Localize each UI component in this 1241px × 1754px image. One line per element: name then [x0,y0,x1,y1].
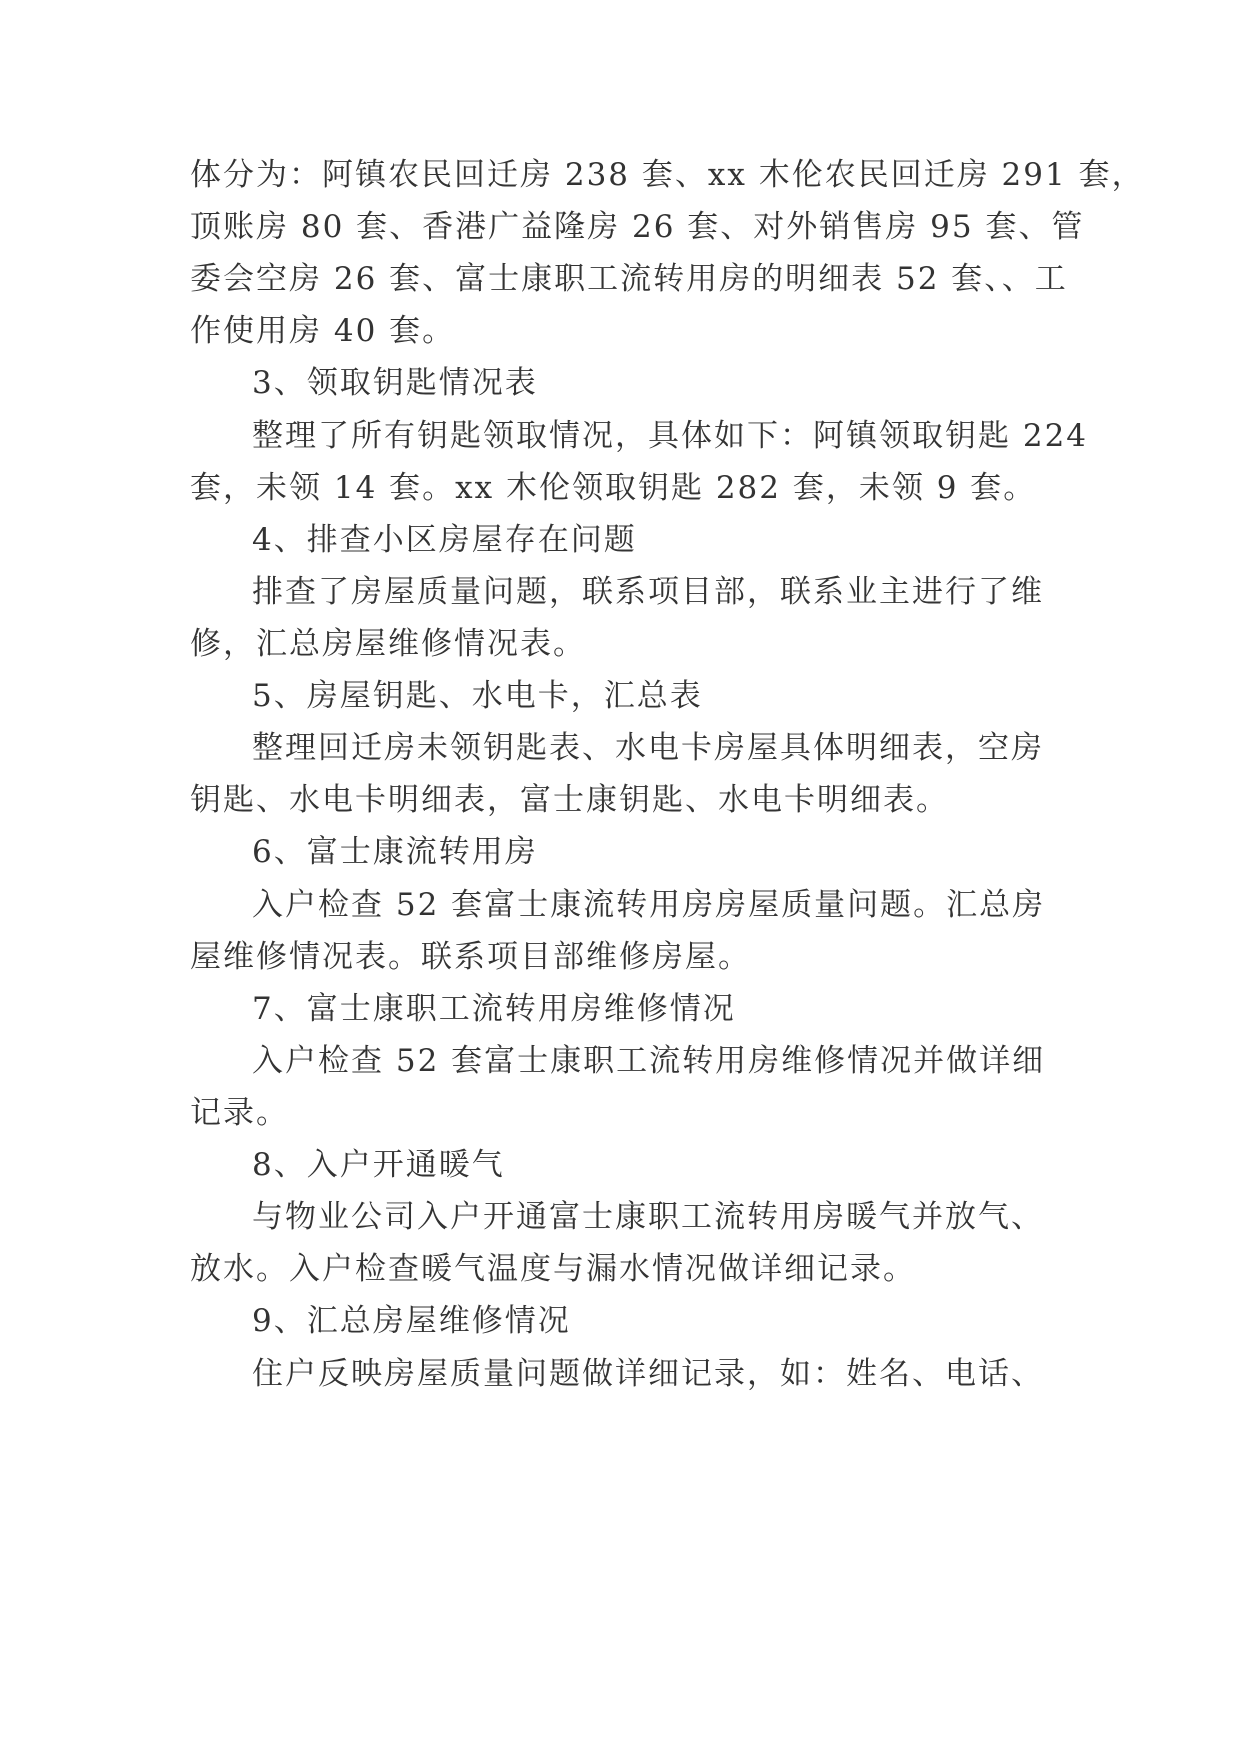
text-line: 整理回迁房未领钥匙表、水电卡房屋具体明细表，空房 [252,730,1044,766]
section-heading: 3、领取钥匙情况表 [252,365,538,401]
text-line: 体分为：阿镇农民回迁房 238 套、xx 木伦农民回迁房 291 套， [190,157,1145,193]
section-heading: 5、房屋钥匙、水电卡，汇总表 [252,678,703,714]
text-line: 记录。 [190,1095,289,1131]
text-line: 套，未领 14 套。xx 木伦领取钥匙 282 套，未领 9 套。 [190,470,1037,506]
text-line: 入户检查 52 套富士康职工流转用房维修情况并做详细 [252,1043,1046,1079]
text-line: 顶账房 80 套、香港广益隆房 26 套、对外销售房 95 套、管 [190,209,1085,245]
text-line: 与物业公司入户开通富士康职工流转用房暖气并放气、 [252,1199,1044,1235]
text-line: 屋维修情况表。联系项目部维修房屋。 [190,939,751,975]
text-line: 住户反映房屋质量问题做详细记录，如：姓名、电话、 [252,1356,1044,1392]
text-line: 排查了房屋质量问题，联系项目部，联系业主进行了维 [252,574,1044,610]
text-line: 钥匙、水电卡明细表，富士康钥匙、水电卡明细表。 [190,782,949,818]
section-heading: 8、入户开通暖气 [252,1147,505,1183]
text-line: 作使用房 40 套。 [190,313,456,349]
section-heading: 7、富士康职工流转用房维修情况 [252,991,736,1027]
text-line: 放水。入户检查暖气温度与漏水情况做详细记录。 [190,1251,916,1287]
section-heading: 4、排查小区房屋存在问题 [252,522,637,558]
text-line: 入户检查 52 套富士康流转用房房屋质量问题。汇总房 [252,887,1046,923]
text-line: 修，汇总房屋维修情况表。 [190,626,586,662]
text-line: 整理了所有钥匙领取情况，具体如下：阿镇领取钥匙 224 [252,418,1089,454]
section-heading: 6、富士康流转用房 [252,834,538,870]
text-line: 委会空房 26 套、富士康职工流转用房的明细表 52 套、、工 [190,261,1068,297]
section-heading: 9、汇总房屋维修情况 [252,1303,571,1339]
